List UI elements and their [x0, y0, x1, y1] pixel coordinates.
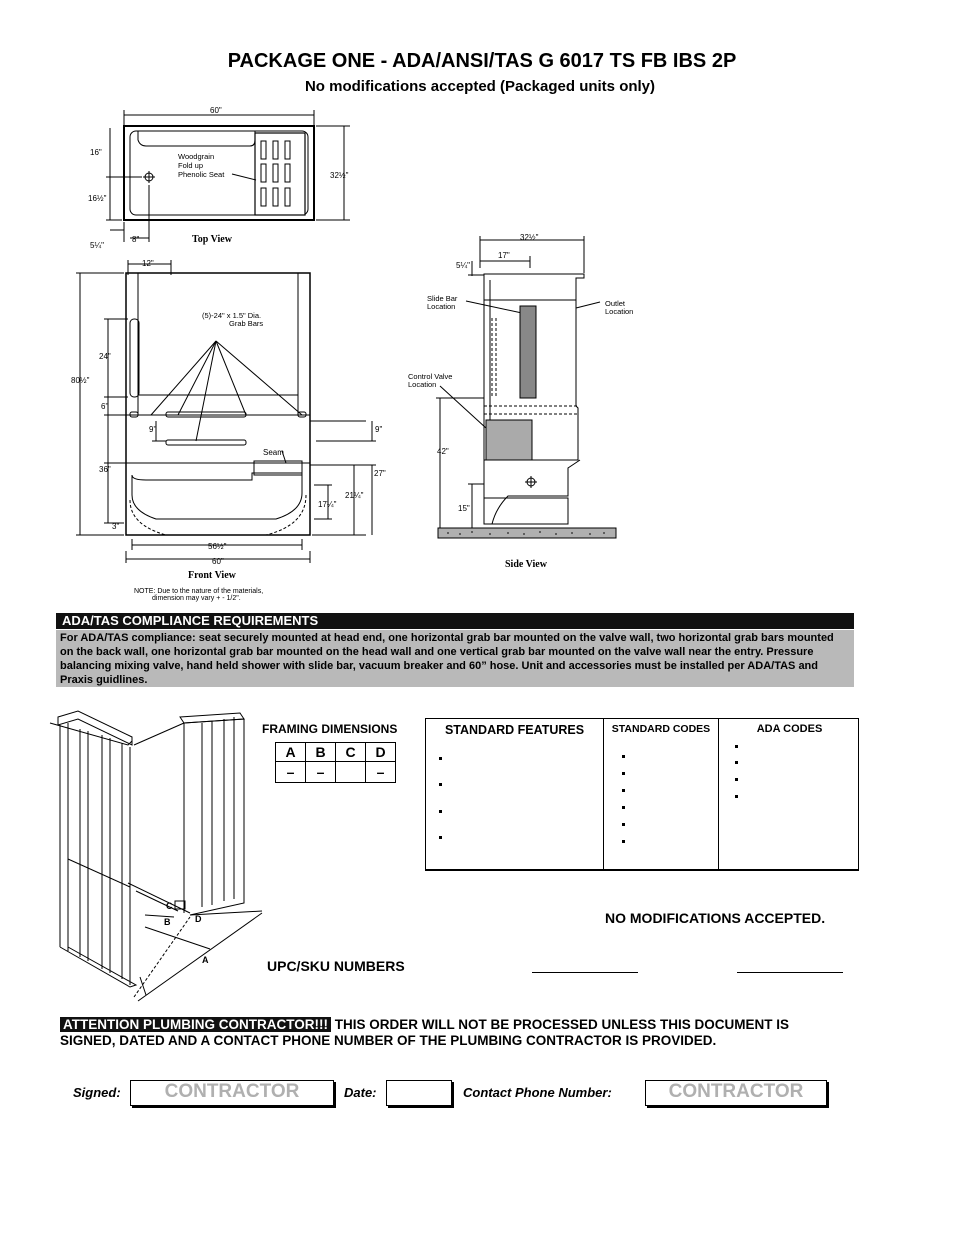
- standard-codes-column: [604, 719, 719, 869]
- framing-value-d[interactable]: –: [366, 762, 396, 783]
- ada-body-text: For ADA/TAS compliance: seat securely mounted at head end, one horizontal grab bar mounted on the valve wall, two horizontal grab bars mounted on the back wall, one horizontal grab bar mounted on the head wall and one vertical grab bar mounted on the valve wall near the entry. Pressure balancing mixing valve, hand held shower with slide bar, vacuum breaker and 60” hose. Unit and accessories must be installed per ADA/TAS and Praxis guidlines.: [56, 630, 854, 687]
- bullet: [439, 757, 442, 760]
- side-view-drawing: [400, 228, 650, 578]
- front-60-dim: 60": [212, 557, 224, 566]
- standard-features-column: [426, 719, 604, 869]
- side-17-dim: 17": [498, 251, 510, 260]
- framing-dimensions-table: [275, 742, 396, 783]
- date-field[interactable]: [386, 1080, 452, 1106]
- top-width-dim: 60": [210, 106, 222, 115]
- seat-label-2: Fold up: [178, 161, 204, 170]
- page-subtitle: No modifications accepted (Packaged units only): [304, 78, 656, 95]
- ada-heading: ADA/TAS COMPLIANCE REQUIREMENTS: [56, 613, 854, 629]
- slide-bar-label-2: Location: [427, 302, 456, 311]
- framing-header-d: D: [366, 743, 396, 762]
- top-16-5-dim: 16½": [88, 194, 107, 203]
- ada-codes-column: [719, 719, 860, 869]
- front-note-1: NOTE: Due to the nature of the materials,: [134, 588, 264, 595]
- front-note-2: dimension may vary + - 1/2".: [152, 595, 241, 602]
- bullet: [622, 823, 625, 826]
- upc-sku-label: UPC/SKU NUMBERS: [267, 958, 405, 974]
- bullet: [439, 836, 442, 839]
- front-6-dim: 6": [101, 402, 109, 411]
- ada-codes-header: ADA CODES: [756, 723, 823, 735]
- outlet-label-1: Outlet: [605, 299, 626, 308]
- bullet: [622, 755, 625, 758]
- phone-label: Contact Phone Number:: [463, 1085, 612, 1100]
- phone-field[interactable]: CONTRACTOR: [645, 1080, 827, 1106]
- front-17-25-dim: 17¼": [318, 500, 337, 509]
- bullet: [439, 810, 442, 813]
- framing-c-label: C: [166, 901, 173, 911]
- front-9-left-dim: 9": [149, 425, 157, 434]
- control-valve-label-2: Location: [408, 380, 437, 389]
- framing-value-c[interactable]: [336, 762, 366, 783]
- upc-line-2[interactable]: [737, 972, 843, 973]
- attention-text: THIS ORDER WILL NOT BE PROCESSED UNLESS THIS DOCUMENT IS SIGNED, DATED AND A CONTACT PHONE NUMBER OF THE PLUMBING CONTRACTOR IS PROVIDED.: [60, 1017, 790, 1048]
- framing-dimensions-label: FRAMING DIMENSIONS: [262, 722, 398, 736]
- front-view-drawing: [66, 255, 386, 605]
- top-depth-dim: 32½": [330, 171, 349, 180]
- standard-features-header: STANDARD FEATURES: [444, 723, 585, 737]
- control-valve-label-1: Control Valve: [408, 372, 453, 381]
- seat-label-1: Woodgrain: [178, 152, 215, 161]
- front-9-right-dim: 9": [375, 425, 383, 434]
- top-8-dim: 8": [132, 235, 140, 244]
- framing-a-label: A: [202, 955, 209, 965]
- standard-codes-header: STANDARD CODES: [611, 723, 711, 735]
- front-21-25-dim: 21¼": [345, 491, 364, 500]
- side-42-dim: 42": [437, 447, 449, 456]
- date-label: Date:: [344, 1085, 377, 1100]
- framing-header-c: C: [336, 743, 366, 762]
- top-5-25-dim: 5¼": [90, 241, 104, 250]
- grab-bars-label-2: Grab Bars: [229, 319, 264, 328]
- bullet: [735, 795, 738, 798]
- bullet: [622, 789, 625, 792]
- front-36-dim: 36": [99, 465, 111, 474]
- bullet: [622, 772, 625, 775]
- attention-badge: ATTENTION PLUMBING CONTRACTOR!!!: [60, 1017, 331, 1032]
- no-modifications-notice: NO MODIFICATIONS ACCEPTED.: [605, 910, 826, 926]
- side-view-caption: Side View: [505, 559, 547, 570]
- bullet: [622, 840, 625, 843]
- front-24-dim: 24": [99, 352, 111, 361]
- framing-value-a[interactable]: –: [276, 762, 306, 783]
- features-table: [425, 718, 859, 871]
- signed-field[interactable]: CONTRACTOR: [130, 1080, 334, 1106]
- outlet-label-2: Location: [605, 307, 634, 316]
- front-view-caption: Front View: [188, 570, 236, 581]
- seat-label-3: Phenolic Seat: [178, 170, 225, 179]
- upc-line-1[interactable]: [532, 972, 638, 973]
- front-12-dim: 12": [142, 259, 154, 268]
- bullet: [735, 761, 738, 764]
- bullet: [622, 806, 625, 809]
- page-title: PACKAGE ONE - ADA/ANSI/TAS G 6017 TS FB IBS 2P: [227, 50, 737, 72]
- top-view-caption: Top View: [192, 234, 232, 245]
- framing-header-a: A: [276, 743, 306, 762]
- slide-bar-label-1: Slide Bar: [427, 294, 458, 303]
- bullet: [735, 778, 738, 781]
- seam-label: Seam: [263, 448, 284, 457]
- front-3-dim: 3": [112, 522, 120, 531]
- side-5-25-dim: 5¼": [456, 261, 470, 270]
- front-27-dim: 27": [374, 469, 386, 478]
- bullet: [735, 745, 738, 748]
- framing-b-label: B: [164, 917, 171, 927]
- framing-d-label: D: [195, 914, 202, 924]
- bullet: [439, 783, 442, 786]
- grab-bars-label-1: (5)-24" x 1.5" Dia.: [202, 311, 262, 320]
- framing-value-b[interactable]: –: [306, 762, 336, 783]
- front-80-5-dim: 80½": [71, 376, 90, 385]
- signed-label: Signed:: [73, 1085, 121, 1100]
- front-56-5-dim: 56½": [208, 542, 227, 551]
- side-32-5-dim: 32½": [520, 233, 539, 242]
- attention-notice: [60, 1017, 845, 1049]
- top-view-drawing: [80, 100, 360, 255]
- side-15-dim: 15": [458, 504, 470, 513]
- top-16-dim: 16": [90, 148, 102, 157]
- framing-diagram: [50, 705, 260, 1005]
- framing-header-b: B: [306, 743, 336, 762]
